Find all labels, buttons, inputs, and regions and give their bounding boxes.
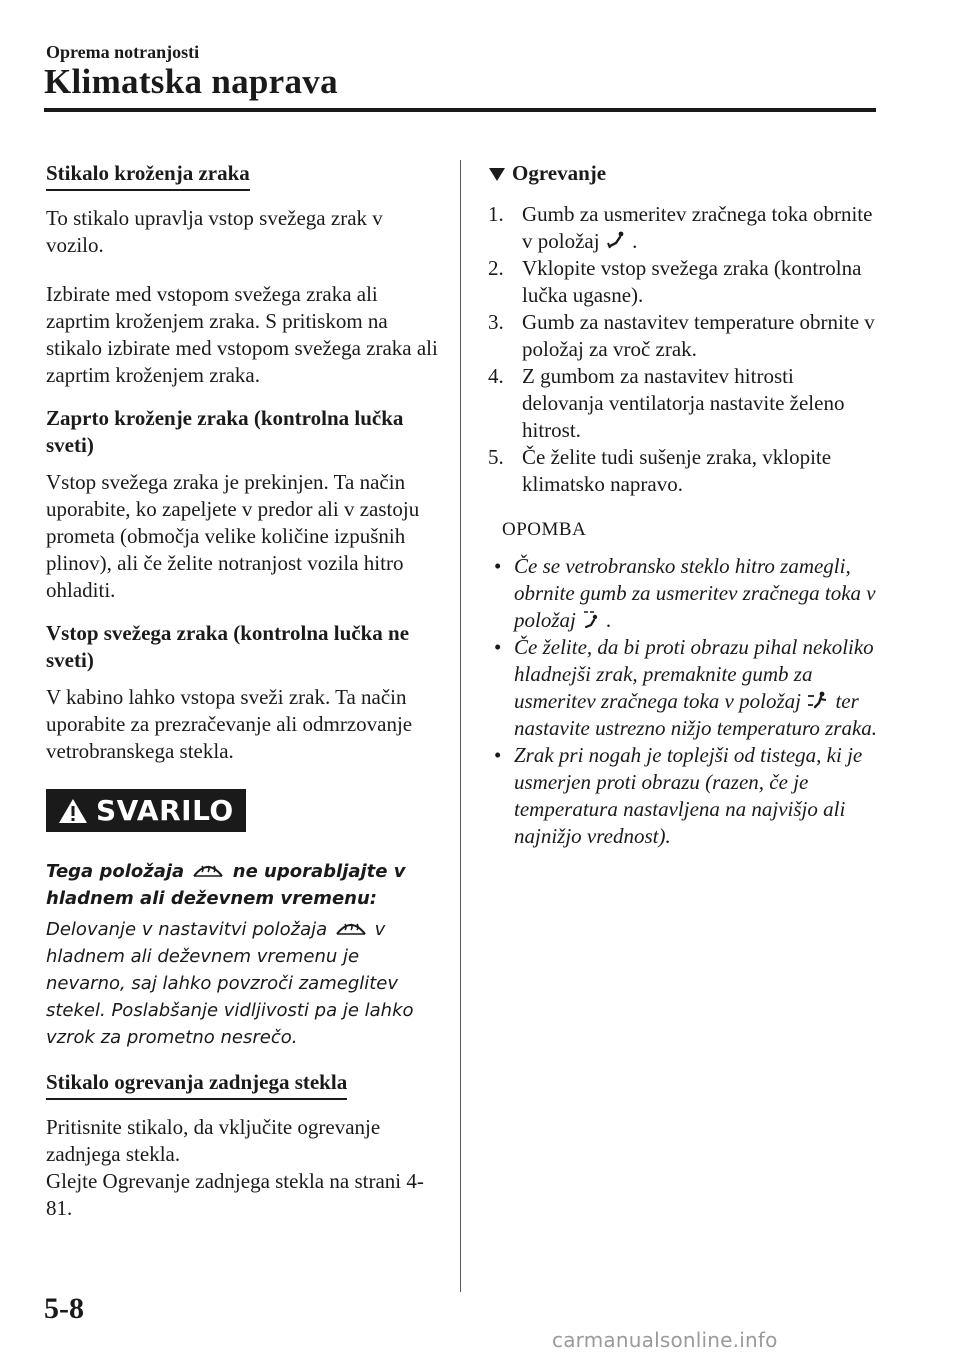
step-text: Če želite tudi sušenje zraka, vklopite klimatsko napravo.	[522, 445, 832, 496]
warning-lead	[46, 858, 438, 912]
list-item	[488, 553, 878, 634]
page-number: 5-8	[44, 1292, 84, 1325]
page-title: Klimatska naprava	[44, 62, 338, 101]
heating-steps	[488, 201, 878, 498]
fresh-air-paragraph: V kabino lahko vstopa sveži zrak. Ta način uporabite za prezračevanje ali odmrzovanje vetrobranskega stekla.	[46, 685, 413, 763]
face-feet-vent-icon	[807, 691, 829, 711]
warning-triangle-icon	[58, 798, 88, 824]
section-label: Oprema notranjosti	[46, 42, 200, 62]
left-column	[46, 160, 438, 1238]
recirc-paragraph-2: Izbirate med vstopom svežega zraka ali zaprtim kroženjem zraka. S pritiskom na stikalo izbirate med vstopom svežega zraka ali zaprtim kroženjem zraka.	[46, 282, 438, 387]
step-text-part: Gumb za usmeritev zračnega toka obrnite v položaj	[522, 202, 873, 253]
list-item	[488, 363, 878, 444]
heating-heading-text: Ogrevanje	[512, 161, 607, 185]
bullet-icon: •	[494, 554, 502, 578]
title-rule	[44, 108, 876, 112]
step-number: 3.	[488, 310, 504, 334]
closed-recirc-paragraph: Vstop svežega zraka je prekinjen. Ta način uporabite, ko zapeljete v predor ali v zastoju prometa (območja velike količine izpušnih plinov), ali če želite notranjost vozila hitro ohladiti.	[46, 470, 420, 602]
list-item	[488, 309, 878, 363]
step-text: Gumb za nastavitev temperature obrnite v položaj za vroč zrak.	[522, 310, 875, 361]
feet-vent-icon	[606, 231, 626, 251]
step-number: 1.	[488, 202, 504, 226]
step-number: 2.	[488, 256, 504, 280]
note-text-part: Če se vetrobransko steklo hitro zamegli, obrnite gumb za usmeritev zračnega toka v položaj	[514, 554, 876, 632]
note-text	[514, 553, 878, 634]
step-number: 4.	[488, 364, 504, 388]
column-divider	[460, 160, 461, 1292]
bullet-icon: •	[494, 743, 502, 767]
note-text	[514, 634, 878, 742]
warning-lead-part-1: Tega položaja	[46, 861, 185, 882]
closed-recirc-heading: Zaprto kroženje zraka (kontrolna lučka sveti)	[46, 406, 404, 457]
fresh-air-heading: Vstop svežega zraka (kontrolna lučka ne sveti)	[46, 621, 410, 672]
recirc-paragraph-1: To stikalo upravlja vstop svežega zrak v vozilo.	[46, 206, 383, 257]
watermark: carmanualsonline.info	[552, 1328, 778, 1352]
rear-defroster-heading: Stikalo ogrevanja zadnjega stekla	[46, 1069, 347, 1100]
warning-label: SVARILO	[96, 794, 234, 827]
list-item	[488, 634, 878, 742]
list-item	[488, 742, 878, 850]
step-text: Z gumbom za nastavitev hitrosti delovanja ventilatorja nastavite želeno hitrost.	[522, 364, 845, 442]
warning-body-part-2: v hladnem ali deževnem vremenu je nevarno, saj lahko povzroči zameglitev stekel. Poslabšanje vidljivosti pa je lahko vzrok za prometno nesrečo.	[46, 919, 414, 1048]
note-text: Zrak pri nogah je toplejši od tistega, ki je usmerjen proti obrazu (razen, če je temperatura nastavljena na najvišjo ali najnižjo vrednost).	[514, 743, 863, 848]
note-text-part: Če želite, da bi proti obrazu pihal nekoliko hladnejši zrak, premaknite gumb za usmeritev zračnega toka v položaj	[514, 635, 874, 713]
step-text	[522, 201, 878, 255]
defrost-windshield-icon	[334, 918, 368, 938]
warning-text	[46, 858, 438, 1051]
heating-heading	[488, 160, 878, 187]
note-text-part: .	[606, 608, 612, 632]
note-label: OPOMBA	[502, 519, 587, 540]
step-text-part: .	[632, 229, 638, 253]
defrost-windshield-icon	[191, 860, 225, 880]
notes-list	[488, 553, 878, 850]
note-text-part: ter nastavite ustrezno nižjo temperaturo zraka.	[514, 689, 878, 740]
recirc-switch-heading: Stikalo kroženja zraka	[46, 160, 250, 191]
list-item	[488, 444, 878, 498]
feet-defrost-vent-icon	[582, 610, 600, 630]
triangle-down-icon	[488, 166, 506, 182]
warning-body-part-1: Delovanje v nastavitvi položaja	[46, 919, 328, 940]
rear-defroster-paragraph-1: Pritisnite stikalo, da vključite ogrevanje zadnjega stekla.	[46, 1115, 381, 1166]
warning-lead-part-2: ne uporabljajte v hladnem ali deževnem vremenu:	[46, 861, 406, 909]
warning-body	[46, 916, 438, 1051]
list-item	[488, 255, 878, 309]
step-number: 5.	[488, 445, 504, 469]
step-text: Vklopite vstop svežega zraka (kontrolna lučka ugasne).	[522, 256, 862, 307]
right-column	[488, 160, 878, 850]
warning-badge	[46, 789, 246, 832]
rear-defroster-paragraph-2: Glejte Ogrevanje zadnjega stekla na strani 4-81.	[46, 1169, 424, 1220]
bullet-icon: •	[494, 635, 502, 659]
list-item	[488, 201, 878, 255]
